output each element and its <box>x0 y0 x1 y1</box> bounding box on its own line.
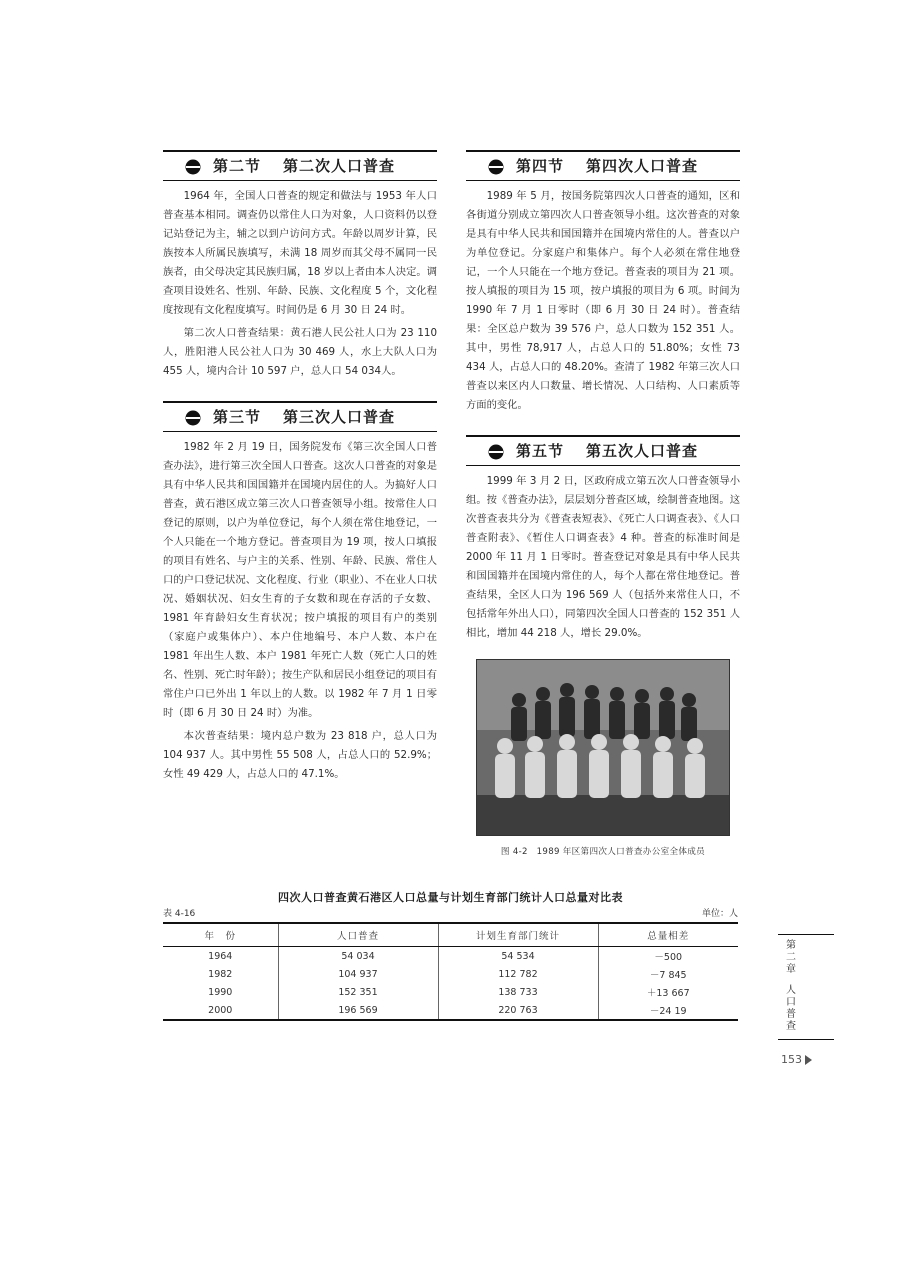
paragraph: 1964 年，全国人口普查的规定和做法与 1953 年人口普查基本相同。调查仍以常住人口为对象，人口资料仍以登记站登记为主，辅之以到户访问方式。年龄以周岁计算，民族按本人所属民族填写，未满 18 周岁而其父母不属同一民族者，由父母决定其民族归属，18 岁以上者由本人决定。调查项目设姓名、性别、年龄、民族、文化程度 5 个，文化程度按现有文化程度填写。时间仍是 6 月 30 日 24 时。 <box>163 190 437 316</box>
table-cell: 54 034 <box>278 947 438 966</box>
left-column <box>163 150 437 784</box>
table-header-row <box>163 923 738 947</box>
column-header: 年 份 <box>163 923 278 947</box>
table-cell: －24 19 <box>598 1001 738 1020</box>
table-cell: －500 <box>654 952 683 963</box>
table-cell: 196 569 <box>278 1001 438 1020</box>
table-cell: －7 845 <box>649 970 687 981</box>
table-cell: 1964 <box>163 947 278 966</box>
section-bullet-icon <box>185 410 201 426</box>
table-row <box>163 983 738 1001</box>
table-cell: 220 763 <box>438 1001 598 1020</box>
section-number: 第四节 <box>516 157 565 175</box>
section-number: 第五节 <box>516 442 565 460</box>
chapter-label: 第二章 <box>786 940 796 975</box>
section-bullet-icon <box>488 444 504 460</box>
table-row <box>163 965 738 983</box>
section-title: 第五次人口普查 <box>586 442 699 460</box>
section-bullet-icon <box>185 159 201 175</box>
table-number: 表 4-16 <box>163 909 196 919</box>
paragraph: 本次普查结果：境内总户数为 23 818 户，总人口为 104 937 人。其中男性 55 508 人，占总人口的 52.9%；女性 49 429 人，占总人口的 47.1%。 <box>163 730 437 780</box>
section-number: 第三节 <box>213 408 262 426</box>
table-cell: 1990 <box>163 983 278 1001</box>
section-title: 第二次人口普查 <box>283 157 396 175</box>
chapter-side-tab <box>778 934 834 1040</box>
table-cell: 112 782 <box>438 965 598 983</box>
group-photo <box>476 659 730 836</box>
section-heading <box>163 150 437 181</box>
section-number: 第二节 <box>213 157 262 175</box>
table-row <box>163 1001 738 1020</box>
paragraph: 第二次人口普查结果：黄石港人民公社人口为 23 110 人，胜阳港人民公社人口为 30 469 人，水上大队人口为 455 人，境内合计 10 597 户，总人口 54 034人。 <box>163 327 437 377</box>
table-cell: 152 351 <box>278 983 438 1001</box>
column-header: 计划生育部门统计 <box>438 923 598 947</box>
section-heading <box>163 401 437 432</box>
figure-caption: 图 4-2 1989 年区第四次人口普查办公室全体成员 <box>500 847 706 857</box>
table-title: 四次人口普查黄石港区人口总量与计划生育部门统计人口总量对比表 <box>278 891 623 904</box>
table-cell: 1982 <box>163 965 278 983</box>
column-header: 总量相差 <box>598 923 738 947</box>
right-column <box>466 150 740 857</box>
section-title: 第四次人口普查 <box>586 157 699 175</box>
section-title: 第三次人口普查 <box>283 408 396 426</box>
table-cell: 104 937 <box>278 965 438 983</box>
chapter-topic: 人口普查 <box>786 985 796 1032</box>
group-photo-image <box>477 660 729 835</box>
section-heading <box>466 150 740 181</box>
page-arrow-icon <box>805 1055 812 1065</box>
paragraph: 1989 年 5 月，按国务院第四次人口普查的通知，区和各街道分别成立第四次人口普查领导小组。这次普查的对象是具有中华人民共和国国籍并在国境内常住的人。普查以户为单位登记。分家庭户和集体户。每个人必须在常住地登记，一个人只能在一个地方登记。普查表的项目为 21 项。按人填报的项目为 15 项，按户填报的项目为 6 项。时间为 1990 年 7 月 1 日零时（即 6 月 30 日 24 时）。普查结果：全区总户数为 39 576 户，总人口数为 152 351 人。其中，男性 78,917 人，占总人口的 51.80%；女性 73 434 人，占总人口的 48.20%。查清了 1982 年第三次人口普查以来区内人口数量、增长情况、人口结构、人口素质等方面的变化。 <box>466 190 740 411</box>
paragraph: 1999 年 3 月 2 日，区政府成立第五次人口普查领导小组。按《普查办法》，层层划分普查区域，绘制普查地图。这次普查表共分为《普查表短表》、《死亡人口调查表》、《人口普查附表》、《暂住人口调查表》4 种。普查的标准时间是 2000 年 11 月 1 日零时。普查登记对象是具有中华人民共和国国籍并在国境内常住的人，每个人都在常住地登记。普查结果，全区人口为 196 569 人（包括外来常住人口，不包括常年外出人口），同第四次全国人口普查的 152 351 人相比，增加 44 218 人，增长 29.0%。 <box>466 475 740 639</box>
column-header: 人口普查 <box>278 923 438 947</box>
table-cell: 54 534 <box>438 947 598 966</box>
comparison-table <box>163 922 738 1021</box>
table-cell: ＋13 667 <box>646 988 690 999</box>
table-cell: 138 733 <box>438 983 598 1001</box>
section-bullet-icon <box>488 159 504 175</box>
table-row <box>163 947 738 966</box>
page-number: 153 <box>781 1053 802 1066</box>
table-unit: 单位：人 <box>701 909 738 919</box>
table-cell: 2000 <box>163 1001 278 1020</box>
paragraph: 1982 年 2 月 19 日，国务院发布《第三次全国人口普查办法》，进行第三次全国人口普查。这次人口普查的对象是具有中华人民共和国国籍并在国境内居住的人。为搞好人口普查，黄石港区成立第三次人口普查领导小组。按常住人口登记的原则，以户为单位登记，每个人须在常住地登记，一个人只能在一个地方登记。普查项目为 19 项，按人口填报的项目有姓名、与户主的关系、性别、年龄、民族、常住人口的户口登记状况、文化程度、行业（职业）、不在业人口状况、婚姻状况、妇女生育的子女数和现在存活的子女数、1981 年育龄妇女生育状况；按户填报的项目有户的类别（家庭户或集体户）、本户住地编号、本户人数、本户在 1981 年出生人数、本户 1981 年死亡人数（死亡人口的姓名、性别、死亡时年龄）；按生产队和居民小组登记的项目有常住户口已外出 1 年以上的人数。以 1982 年 7 月 1 日零时（即 6 月 30 日 24 时）为准。 <box>163 441 437 719</box>
section-heading <box>466 435 740 466</box>
